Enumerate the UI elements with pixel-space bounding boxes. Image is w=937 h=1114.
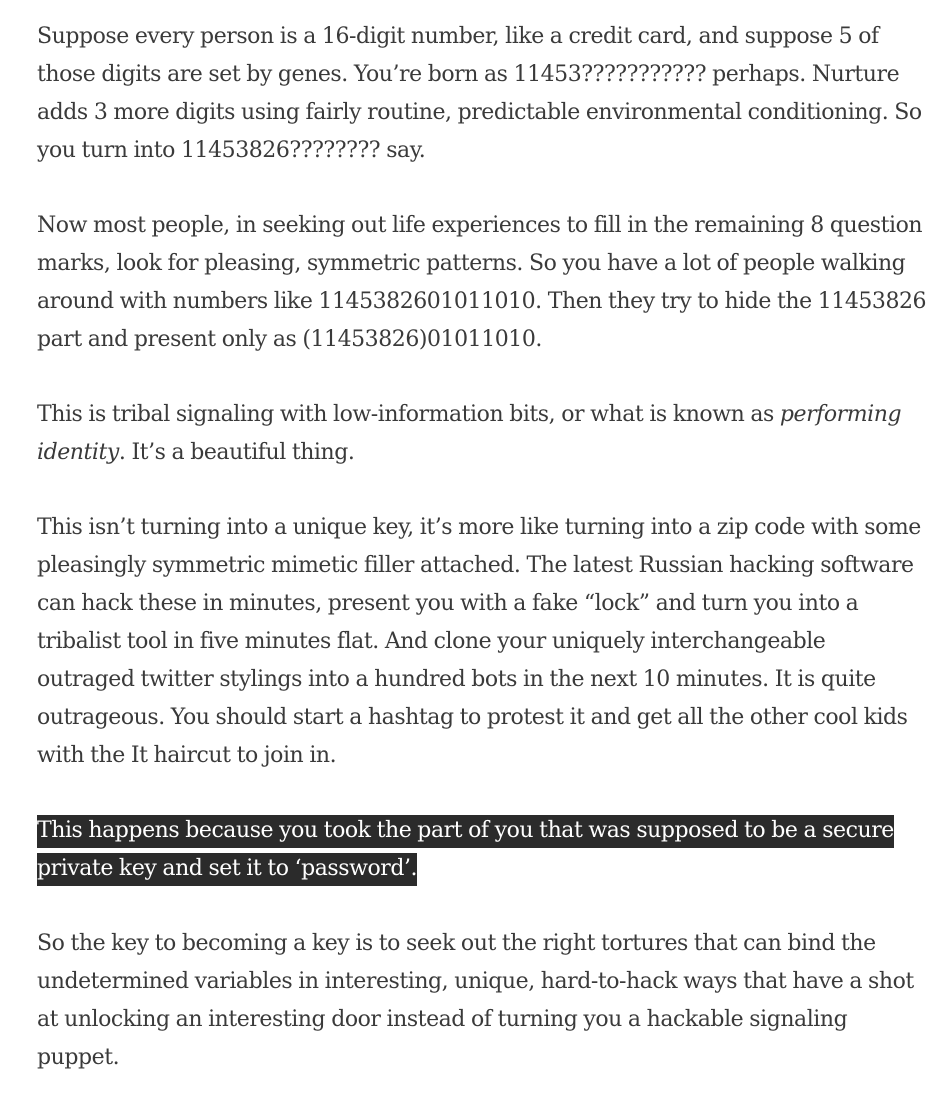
paragraph-highlighted-quote — [37, 812, 927, 888]
emphasis-performing-identity: performing identity — [37, 402, 902, 465]
highlighted-text: This happens because you took the part of you that was supposed to be a secure private key and set it to ‘password’. — [37, 815, 894, 886]
paragraph-zip-code: This isn’t turning into a unique key, it’s more like turning into a zip code with some pleasingly symmetric mimetic filler attached. The latest Russian hacking software can hack these in minutes, present you with a fake “lock” and turn you into a tribalist tool in five minutes flat. And clone your uniquely interchangeable outraged twitter stylings into a hundred bots in the next 10 minutes. It is quite outrageous. You should start a hashtag to protest it and get all the other cool kids with the It haircut to join in. — [37, 515, 921, 768]
article-body — [37, 18, 927, 1114]
paragraph-text: This is tribal signaling with low-information bits, or what is known as — [37, 402, 780, 427]
paragraph-key-to-becoming-key: So the key to becoming a key is to seek out the right tortures that can bind the undetermined variables in interesting, unique, hard-to-hack ways that have a shot at unlocking an interesting door instead of turning you a hackable signaling puppet. — [37, 931, 914, 1070]
paragraph-text: . It’s a beautiful thing. — [118, 440, 355, 465]
paragraph-genes: Suppose every person is a 16-digit number, like a credit card, and suppose 5 of those digits are set by genes. You’re born as 11453??????????? perhaps. Nurture adds 3 more digits using fairly routine, predictable environmental conditioning. So you turn into 11453826???????? say. — [37, 24, 922, 163]
paragraph-symmetric-patterns: Now most people, in seeking out life experiences to fill in the remaining 8 question marks, look for pleasing, symmetric patterns. So you have a lot of people walking around with numbers like 1145382601011010. Then they try to hide the 11453826 part and present only as (11453826)01011010. — [37, 213, 927, 352]
paragraph-tribal-signaling — [37, 396, 927, 472]
